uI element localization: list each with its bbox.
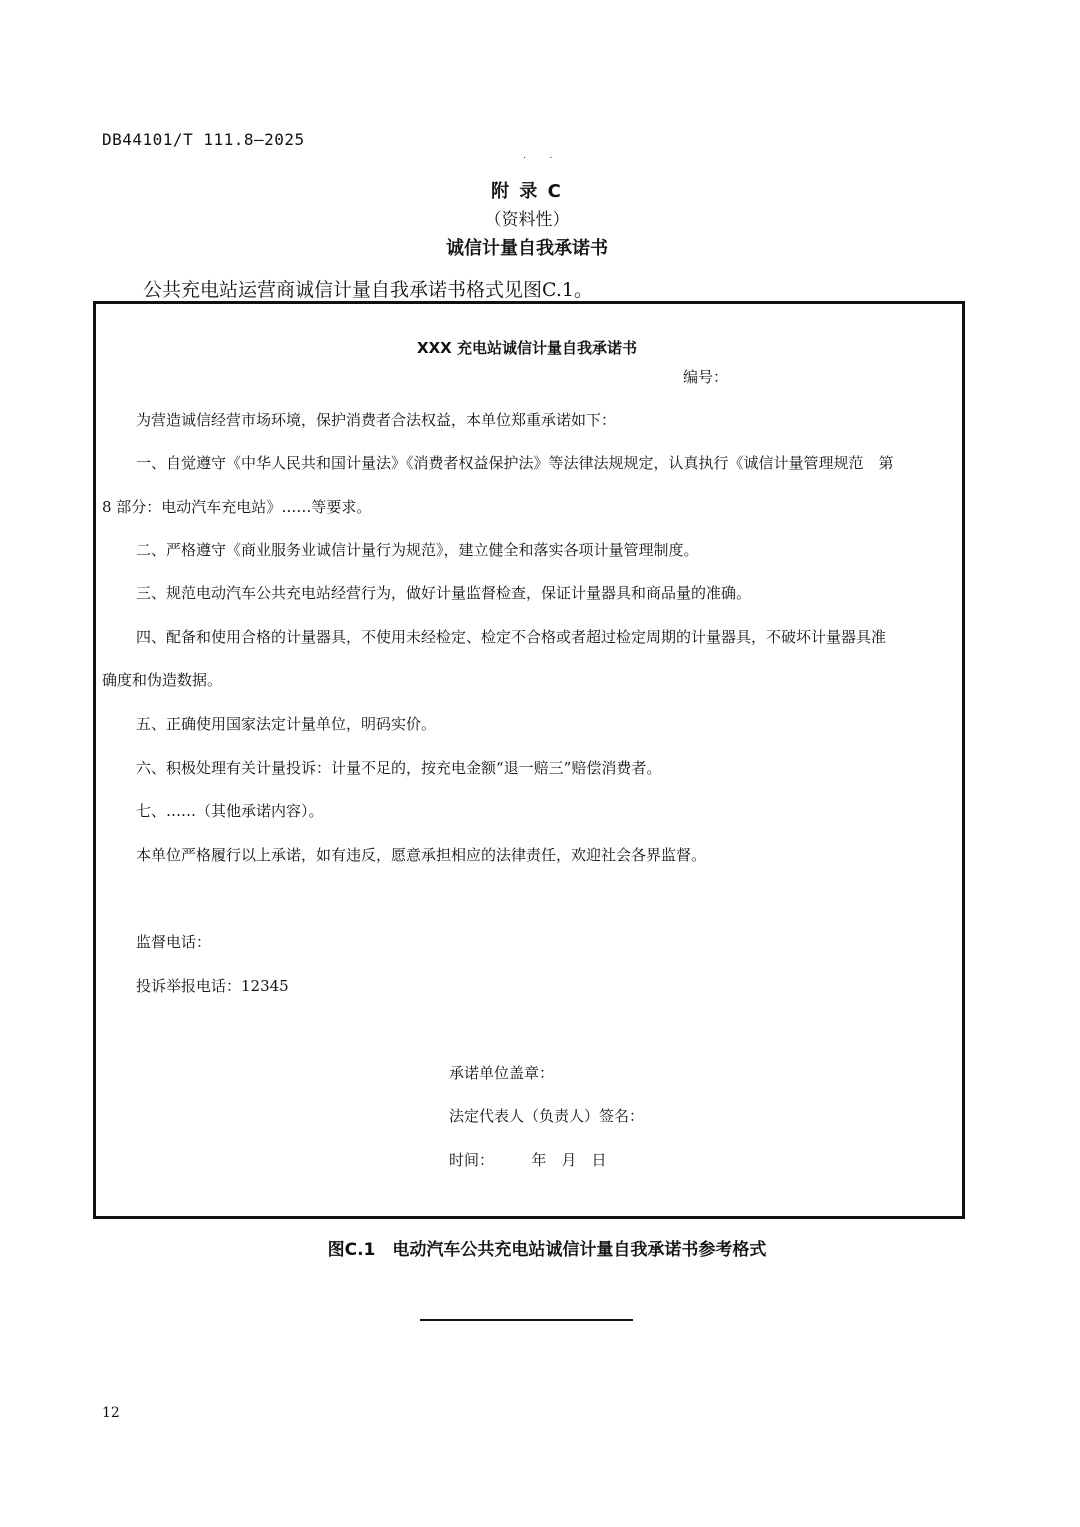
form-title: XXX 充电站诚信计量自我承诺书 xyxy=(417,339,637,357)
date-line: 时间： 年 月 日 xyxy=(449,1151,607,1169)
page-number: 12 xyxy=(102,1405,120,1421)
opening-statement: 为营造诚信经营市场环境，保护消费者合法权益，本单位郑重承诺如下： xyxy=(136,411,617,429)
document-id: DB44101/T 111.8—2025 xyxy=(102,130,305,149)
intro-paragraph: 公共充电站运营商诚信计量自我承诺书格式见图C.1。 xyxy=(143,279,593,301)
supervision-phone-label: 监督电话： xyxy=(136,933,212,951)
closing-statement: 本单位严格履行以上承诺，如有违反，愿意承担相应的法律责任，欢迎社会各界监督。 xyxy=(136,846,707,864)
commitment-item-1: 一、自觉遵守《中华人民共和国计量法》《消费者权益保护法》等法律法规规定，认真执行《诚信计量管理规范 第 xyxy=(136,454,894,472)
commitment-item-1-cont: 8 部分：电动汽车充电站》……等要求。 xyxy=(102,498,372,516)
seal-label: 承诺单位盖章： xyxy=(449,1064,555,1082)
commitment-item-7: 七、……（其他承诺内容）。 xyxy=(136,802,324,820)
header-dots: . . xyxy=(523,150,563,161)
figure-caption: 图C.1 电动汽车公共充电站诚信计量自我承诺书参考格式 xyxy=(327,1240,767,1260)
commitment-item-4-cont: 确度和伪造数据。 xyxy=(102,671,223,689)
commitment-item-6: 六、积极处理有关计量投诉：计量不足的，按充电金额“退一赔三”赔偿消费者。 xyxy=(136,759,662,777)
complaint-phone: 投诉举报电话：12345 xyxy=(136,977,289,995)
commitment-item-4: 四、配备和使用合格的计量器具，不使用未经检定、检定不合格或者超过检定周期的计量器具，不破坏计量器具准 xyxy=(136,628,887,646)
serial-number-label: 编号： xyxy=(683,368,729,386)
appendix-type: （资料性） xyxy=(484,210,570,230)
commitment-item-2: 二、严格遵守《商业服务业诚信计量行为规范》，建立健全和落实各项计量管理制度。 xyxy=(136,541,699,559)
appendix-name: 诚信计量自我承诺书 xyxy=(446,238,608,259)
commitment-item-3: 三、规范电动汽车公共充电站经营行为，做好计量监督检查，保证计量器具和商品量的准确。 xyxy=(136,584,752,602)
end-rule xyxy=(420,1319,633,1321)
representative-signature-label: 法定代表人（负责人）签名： xyxy=(449,1107,645,1125)
commitment-item-5: 五、正确使用国家法定计量单位，明码实价。 xyxy=(136,715,437,733)
appendix-title: 附 录 C xyxy=(491,181,563,202)
